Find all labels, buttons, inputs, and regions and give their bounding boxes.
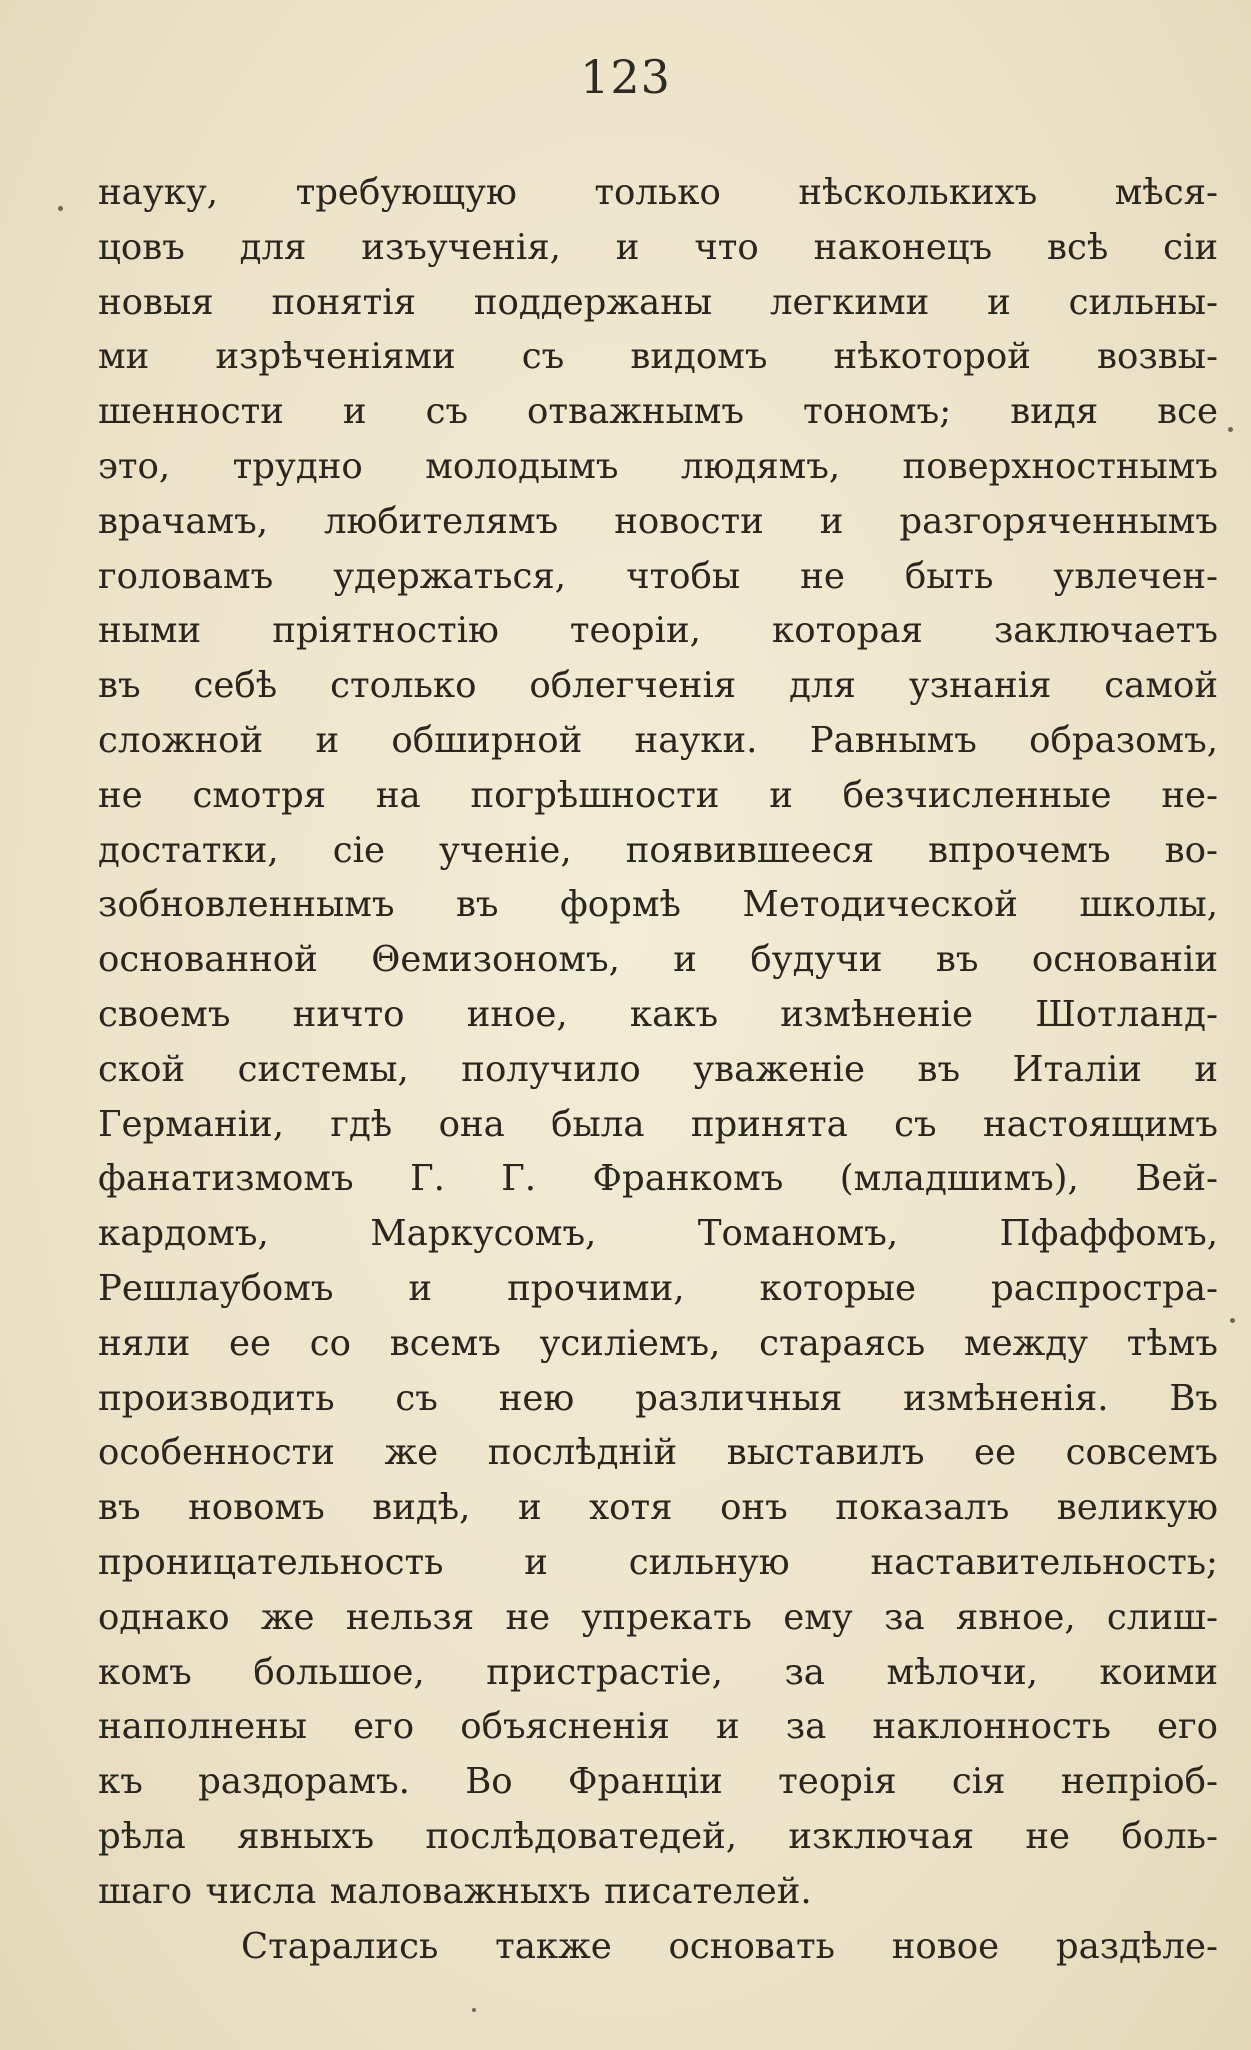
text-line: ми изрѣченіями съ видомъ нѣкоторой возвы- <box>98 336 1218 378</box>
text-line: рѣла явныхъ послѣдоватедей, изключая не боль- <box>98 1815 1218 1857</box>
text-line: основанной Θемизономъ, и будучи въ основаніи <box>98 939 1218 981</box>
text-line: ными пріятностію теоріи, которая заключаетъ <box>98 610 1218 652</box>
text-line: Решлаубомъ и прочими, которые распростра- <box>98 1267 1218 1309</box>
text-line: наполнены его объясненія и за наклонность его <box>98 1706 1218 1748</box>
ink-speck <box>1230 1318 1235 1323</box>
text-line: своемъ ничто иное, какъ измѣненіе Шотланд- <box>98 993 1218 1035</box>
text-line: головамъ удержаться, чтобы не быть увлечен- <box>98 555 1218 597</box>
text-line: производить съ нею различныя измѣненія. Въ <box>98 1377 1218 1419</box>
text-line: ской системы, получило уваженіе въ Италіи и <box>98 1048 1218 1090</box>
text-line: къ раздорамъ. Во Франціи теорія сія непріоб- <box>98 1761 1218 1803</box>
text-line: фанатизмомъ Г. Г. Франкомъ (младшимъ), Вей- <box>98 1158 1218 1200</box>
ink-speck <box>58 206 63 211</box>
text-line: однако же нельзя не упрекать ему за явное, слиш- <box>98 1596 1218 1638</box>
text-line: врачамъ, любителямъ новости и разгоряченнымъ <box>98 500 1218 542</box>
text-line: Германіи, гдѣ она была принята съ настоящимъ <box>98 1103 1218 1145</box>
paragraph-start-line: Старались также основать новое раздѣле- <box>241 1925 1218 1967</box>
text-line: не смотря на погрѣшности и безчисленные не- <box>98 774 1218 816</box>
body-text <box>98 166 1218 1974</box>
text-line: въ новомъ видѣ, и хотя онъ показалъ великую <box>98 1487 1218 1529</box>
text-line: проницательность и сильную наставительность; <box>98 1541 1218 1583</box>
text-line: зобновленнымъ въ формѣ Методической школы, <box>98 884 1218 926</box>
text-line: шенности и съ отважнымъ тономъ; видя все <box>98 391 1218 433</box>
text-line: достатки, сіе ученіе, появившееся впрочемъ во- <box>98 829 1218 871</box>
text-line: науку, требующую только нѣсколькихъ мѣся- <box>98 172 1218 213</box>
paragraph-end-line: шаго числа маловажныхъ писателей. <box>98 1870 812 1912</box>
text-line: особенности же послѣдній выставилъ ее совсемъ <box>98 1432 1218 1474</box>
ink-speck <box>1228 427 1233 432</box>
text-line: няли ее со всемъ усиліемъ, стараясь между тѣмъ <box>98 1322 1218 1364</box>
text-line: въ себѣ столько облегченія для узнанія самой <box>98 665 1218 707</box>
text-line: цовъ для изъученія, и что наконецъ всѣ сіи <box>98 226 1218 268</box>
text-line: новыя понятія поддержаны легкими и сильны- <box>98 281 1218 323</box>
text-line: комъ большое, пристрастіе, за мѣлочи, коими <box>98 1651 1218 1693</box>
page-number: 123 <box>580 50 671 104</box>
text-line: кардомъ, Маркусомъ, Томаномъ, Пфаффомъ, <box>98 1213 1218 1255</box>
text-line: это, трудно молодымъ людямъ, поверхностнымъ <box>98 445 1218 487</box>
ink-speck <box>472 2008 476 2012</box>
text-line: сложной и обширной науки. Равнымъ образомъ, <box>98 719 1218 761</box>
